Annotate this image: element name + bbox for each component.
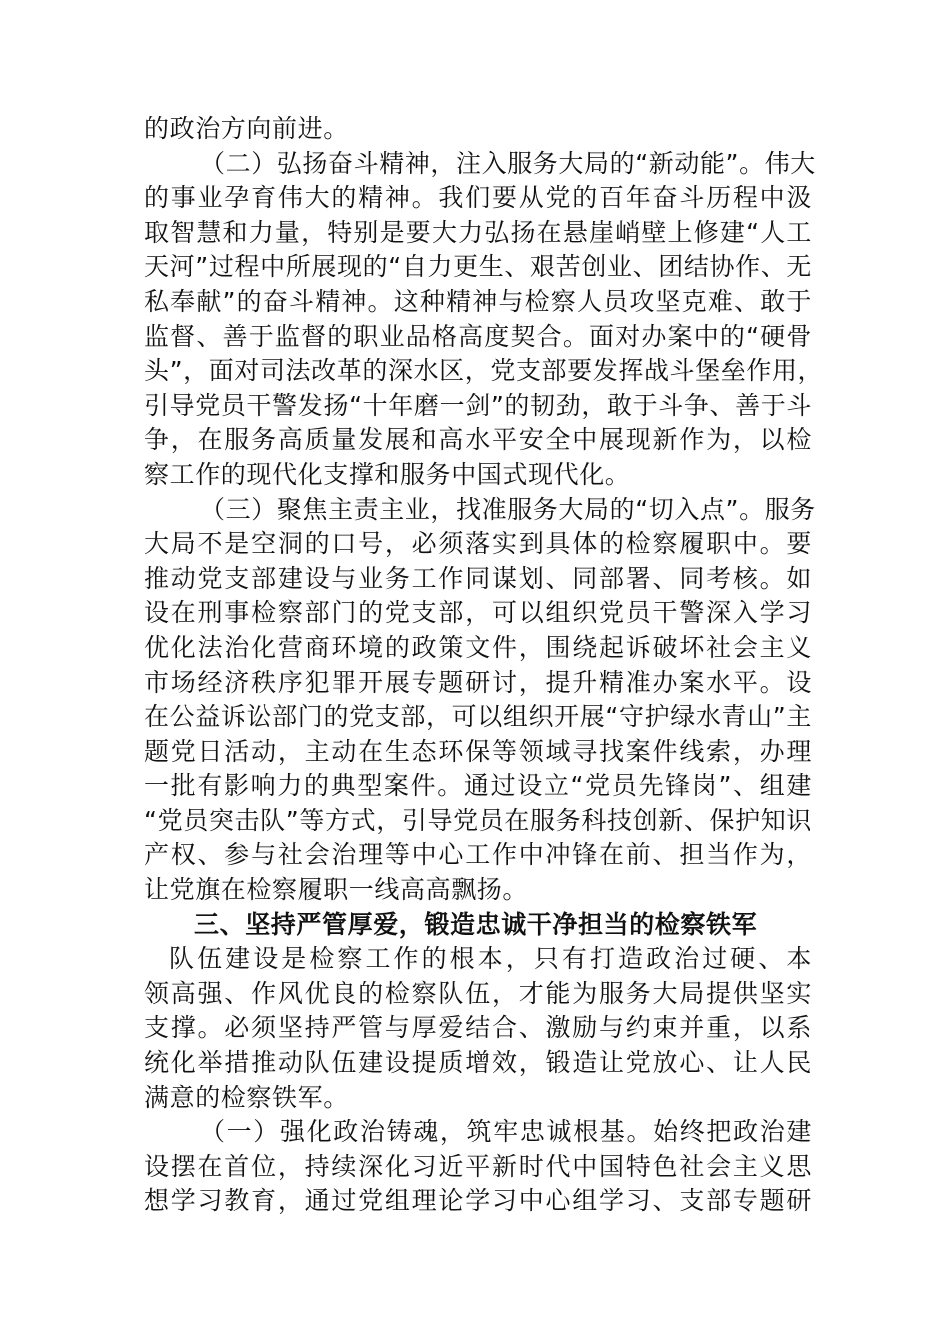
text-line: 察工作的现代化支撑和服务中国式现代化。 [144, 459, 631, 489]
section-heading: 三、坚持严管厚爱，锻造忠诚干净担当的检察铁军 [194, 909, 758, 939]
text-line: “党员突击队”等方式，引导党员在服务科技创新、保护知识 [144, 805, 812, 835]
text-line: 的事业孕育伟大的精神。我们要从党的百年奋斗历程中汲 [144, 183, 812, 213]
text-line: 私奉献”的奋斗精神。这种精神与检察人员攻坚克难、敢于 [144, 286, 812, 316]
text-line: 统化举措推动队伍建设提质增效，锻造让党放心、让人民 [144, 1048, 812, 1078]
text-line: 让党旗在检察履职一线高高飘扬。 [144, 875, 529, 905]
text-line: 想学习教育，通过党组理论学习中心组学习、支部专题研 [144, 1186, 812, 1216]
paragraph-start-line: （一）强化政治铸魂，筑牢忠诚根基。始终把政治建 [200, 1117, 812, 1147]
text-line: 优化法治化营商环境的政策文件，围绕起诉破坏社会主义 [144, 632, 812, 662]
text-line: 争，在服务高质量发展和高水平安全中展现新作为，以检 [144, 425, 812, 455]
text-line: 设在刑事检察部门的党支部，可以组织党员干警深入学习 [144, 598, 812, 628]
paragraph-start-line: （二）弘扬奋斗精神，注入服务大局的“新动能”。伟大 [200, 148, 816, 178]
text-line: 市场经济秩序犯罪开展专题研讨，提升精准办案水平。设 [144, 667, 812, 697]
text-line: 支撑。必须坚持严管与厚爱结合、激励与约束并重，以系 [144, 1013, 812, 1043]
text-line: 取智慧和力量，特别是要大力弘扬在悬崖峭壁上修建“人工 [144, 217, 812, 247]
text-line: 一批有影响力的典型案件。通过设立“党员先锋岗”、组建 [144, 771, 812, 801]
text-line: 推动党支部建设与业务工作同谋划、同部署、同考核。如 [144, 563, 812, 593]
paragraph-start-line: （三）聚焦主责主业，找准服务大局的“切入点”。服务 [200, 494, 816, 524]
text-line: 大局不是空洞的口号，必须落实到具体的检察履职中。要 [144, 529, 812, 559]
text-line: 的政治方向前进。 [144, 114, 349, 143]
text-line: 引导党员干警发扬“十年磨一剑”的韧劲，敢于斗争、善于斗 [144, 390, 812, 420]
paragraph-start-line: 队伍建设是检察工作的根本，只有打造政治过硬、本 [169, 944, 812, 974]
text-line: 满意的检察铁军。 [144, 1082, 349, 1112]
text-line: 产权、参与社会治理等中心工作中冲锋在前、担当作为， [144, 840, 812, 870]
text-line: 在公益诉讼部门的党支部，可以组织开展“守护绿水青山”主 [144, 702, 812, 732]
text-line: 设摆在首位，持续深化习近平新时代中国特色社会主义思 [144, 1151, 812, 1181]
text-line: 题党日活动，主动在生态环保等领域寻找案件线索，办理 [144, 736, 812, 766]
text-line: 领高强、作风优良的检察队伍，才能为服务大局提供坚实 [144, 978, 812, 1008]
text-line: 天河”过程中所展现的“自力更生、艰苦创业、团结协作、无 [144, 252, 812, 282]
text-line: 监督、善于监督的职业品格高度契合。面对办案中的“硬骨 [144, 321, 812, 351]
text-line: 头”，面对司法改革的深水区，党支部要发挥战斗堡垒作用， [144, 356, 824, 386]
document-body [144, 112, 824, 1219]
